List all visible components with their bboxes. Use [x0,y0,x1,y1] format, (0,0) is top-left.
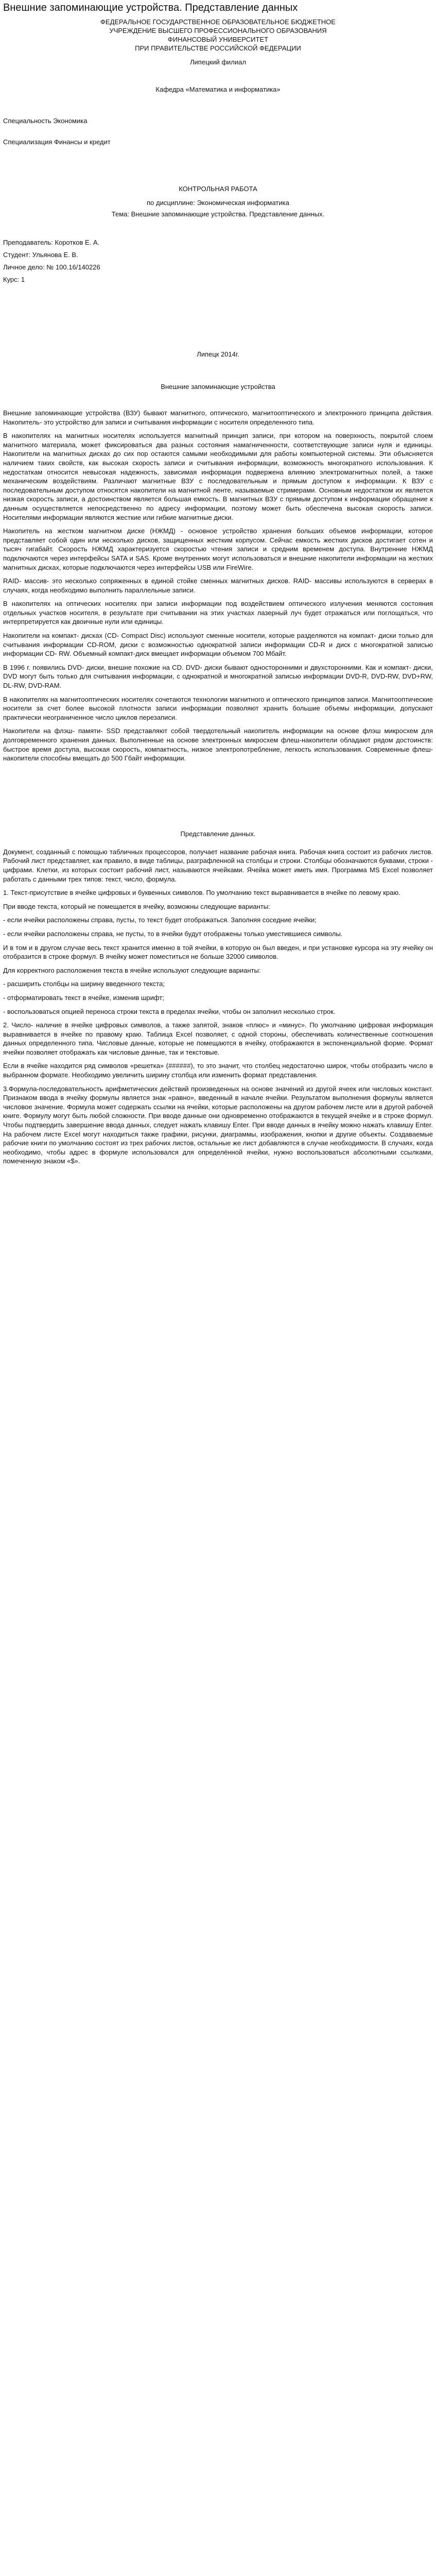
paragraph: Накопитель на жестком магнитном диске (НЖМД) - основное устройство хранения больших объемов информации, которое представляет собой один или несколько дисков, защищенных жестким корпусом. Сейчас емкость жестких дисков достигает сотен и тысяч гигабайт. Скорость НЖМД характеризуется скоростью чтения записи и средним временем доступа. Внутренние НЖМД подключаются через интерфейсы SATA и SAS. Кроме внутренних могут использоваться и внешние накопители информации на жестких магнитных дисках, которые подключаются через интерфейсы USB или FireWire. [3,527,433,571]
case-number: Личное дело: № 100.16/140226 [3,263,100,271]
paragraph: При вводе текста, который не помещается в ячейку, возможны следующие варианты: [3,902,270,910]
paragraph: В 1996 г. появились DVD- диски, внешне похожие на CD. DVD- диски бывают односторонними и двухсторонними. Как и компакт- диски, DVD могут быть только для считывания информации, с однократной и многократной записью информации DVD-R, DVD-RW, DVD+RW, DL-RW, DVD-RAM. [3,663,433,690]
teacher: Преподаватель: Коротков Е. А. [3,239,100,246]
header-line: ПРИ ПРАВИТЕЛЬСТВЕ РОССИЙСКОЙ ФЕДЕРАЦИИ [135,44,301,52]
paragraph: Если в ячейке находится ряд символов «решетка» (######), то это значит, что столбец недостаточно широк, чтобы отобразить число в выбранном формате. Необходимо увеличить ширину столбца или изменить формат представления. [3,1062,433,1079]
paragraph: 2. Число- наличие в ячейке цифровых символов, а также запятой, знаков «плюс» и «минус». По умолчанию цифровая информация выравнивается в ячейке по правому краю. Таблица Excel позволяет, с одной стороны, обеспечивать количественные соотношения данных определенного типа. Числовые данные, которые не помещаются в ячейку, отображаются в экспоненциальной форме. Формат ячейки позволяет отображать как числовые данные, так и текстовые. [3,1021,433,1056]
paragraph: Накопители на флэш- памяти- SSD представляют собой твердотельный накопитель информации на основе флэш микросхем для долговременного хранения данных. Выполненные на основе электронных микросхем флеш-накопители обладают рядом достоинств: быстрое время доступа, высокая скорость, компактность, низкое электропотребление, легкость использования. Современные флеш-накопители способны вмещать до 500 Гбайт информации. [3,727,433,762]
title-page [3,18,433,359]
list-item: - если ячейки расположены справа, не пусты, то в ячейки будут отображены только уместившиеся символы. [3,929,343,938]
paragraph: 3.Формула-последовательность арифметических действий произведенных на основе значений из другой ячеек или числовых констант. Признаком ввода в ячейку формулы является знак «равно», введенный в начале ячейки. Результатом выполнения формулы является числовое значение. Формула может содержать ссылки на ячейки, которые расположены на другом рабочем листе или в другой рабочей книге. Формулу могут быть любой сложности. При вводе данные они одновременно отображаются в текущей ячейке и в строке формул. Чтобы подтвердить завершение ввода данных, следует нажать клавишу Enter. При вводе данных в ячейку можно нажать клавишу Enter. На рабочем листе Excel могут находиться также графики, рисунки, диаграммы, изображения, кнопки и другие объекты. Создаваемые рабочие книги по умолчанию состоят из трех рабочих листов, остальные же лист добавляются в случае необходимости. В случаях, когда необходимо, чтобы адрес в формуле использовался для определённой ячейки, нужно воспользоваться абсолютными ссылками, помеченную знаком «$». [3,1084,433,1165]
paragraph: RAID- массив- это несколько сопряженных в единой стойке сменных магнитных дисков. RAID- массивы используются в серверах в случаях, когда необходимо выполнить параллельные записи. [3,577,433,594]
list-item: - если ячейки расположены справа, пусты, то текст будет отображаться. Заполняя соседние ячейки; [3,916,317,924]
paragraph: Накопители на компакт- дисках (CD- Compact Disc) используют сменные носители, которые разделяются на компакт- диски только для считывания информации CD-ROM, диски с возможностью однократной записи информации CD-R и диск с многократной записью информации CD- RW. Объемный компакт-диск вмещает информации объемом 700 Мбайт. [3,632,433,658]
paragraph: И в том и в другом случае весь текст хранится именно в той ячейки, в которую он был введен, и при установке курсора на эту ячейку он отобразится в строке формул. В ячейку может поместиться не больше 32000 символов. [3,943,433,961]
specialization: Специализация Финансы и кредит [3,138,111,146]
course: Курс: 1 [3,276,25,283]
speciality: Специальность Экономика [3,117,88,125]
topic: Тема: Внешние запоминающие устройства. Представление данных. [111,210,325,218]
document-page [0,1,436,2576]
paragraph: Внешние запоминающие устройства (ВЗУ) бывают магнитного, оптического, магнитооптического и электронного принципа действия. Накопитель- это устройство для записи и считывания информации с носителя определенного типа. [3,409,433,426]
paragraph: В накопителях на магнитооптических носителях сочетаются технологии магнитного и оптического принципов записи. Магнитооптические носители за счет более высокой плотности записи информации позволяют хранить большие объемы информации, допускают практически неограниченное число циклов перезаписи. [3,695,433,721]
paragraph: Документ, созданный с помощью табличных процессоров, получает название рабочая книга. Рабочая книга состоит из рабочих листов. Рабочий лист представляет, как правило, в виде таблицы, разграфленной на столбцы и строки. Столбцы обозначаются буквами, строки - цифрами. Клетки, из которых состоит рабочий лист, называются ячейками. Ячейка может иметь имя. Программа MS Excel позволяет работать с данными трех типов: текст, число, формула. [3,848,433,883]
city-year: Липецк 2014г. [197,350,239,358]
student: Студент: Ульянова Е. В. [3,251,78,259]
department-name: Кафедра «Математика и информатика» [155,86,281,93]
header-line: ФЕДЕРАЛЬНОЕ ГОСУДАРСТВЕННОЕ ОБРАЗОВАТЕЛЬНОЕ БЮДЖЕТНОЕ [100,18,336,26]
list-item: - воспользоваться опцией переноса строки текста в пределах ячейки, чтобы он заполнил несколько строк. [3,1007,336,1015]
list-item: - отформатировать текст в ячейке, изменив шрифт; [3,993,164,1002]
paragraph: Для корректного расположения текста в ячейке используют следующие варианты: [3,966,261,974]
paragraph: В накопителях на магнитных носителях используется магнитный принцип записи, при котором на поверхность, покрытой слоем магнитного материала, может фиксироваться два разных состояния намагниченности, соответствующие записи нуля и единицы. Накопители на магнитных дисках до сих пор остаются самыми необходимыми для работы компьютерной системы. Эти объясняется наличием таких свойств, как высокая скорость записи и считывания информации, возможность многократного использования. К недостаткам относится невысокая надежность, зависимая информация подвержена влиянию электромагнитных полей, а также механическим воздействиям. Различают магнитные ВЗУ с последовательным и прямым доступом к информации. К ВЗУ с последовательным доступом относятся накопители на магнитной ленте, называемые стримерами. Основным недостатком их является низкая скорость записи, а достоинством является большая емкость. В магнитных ВЗУ с прямым доступом к информации обращение к данным осуществляется непосредственно по адресу информации, поэтому может быть обеспечена высокая скорость записи. Носителями информации являются жесткие или гибкие магнитные диски. [3,432,433,521]
document-title: Внешние запоминающие устройства. Представление данных [3,2,298,13]
section-data-representation [3,829,433,1166]
work-type: КОНТРОЛЬНАЯ РАБОТА [179,185,257,193]
section-title: Внешние запоминающие устройства [161,383,275,391]
paragraph: В накопителях на оптических носителях при записи информации под воздействием оптического излучения меняются состояния отдельных участков носителя, в результате при считывании на этих участках лазерный луч будет отражаться или поглощаться, что интерпретируется как двоичные нули или единицы. [3,600,433,626]
section-external-storage [3,382,433,763]
branch-name: Липецкий филиал [190,58,246,66]
paragraph: 1. Текст-присутствие в ячейке цифровых и буквенных символов. По умолчанию текст выравнивается в ячейке по левому краю. [3,889,400,897]
list-item: - расширить столбцы на ширину введенного текста; [3,980,165,988]
header-line: ФИНАНСОВЫЙ УНИВЕРСИТЕТ [167,36,269,43]
discipline: по дисциплине: Экономическая информатика [147,199,289,207]
section-title: Представление данных. [180,829,256,838]
header-line: УЧРЕЖДЕНИЕ ВЫСШЕГО ПРОФЕССИОНАЛЬНОГО ОБРАЗОВАНИЯ [109,27,327,35]
